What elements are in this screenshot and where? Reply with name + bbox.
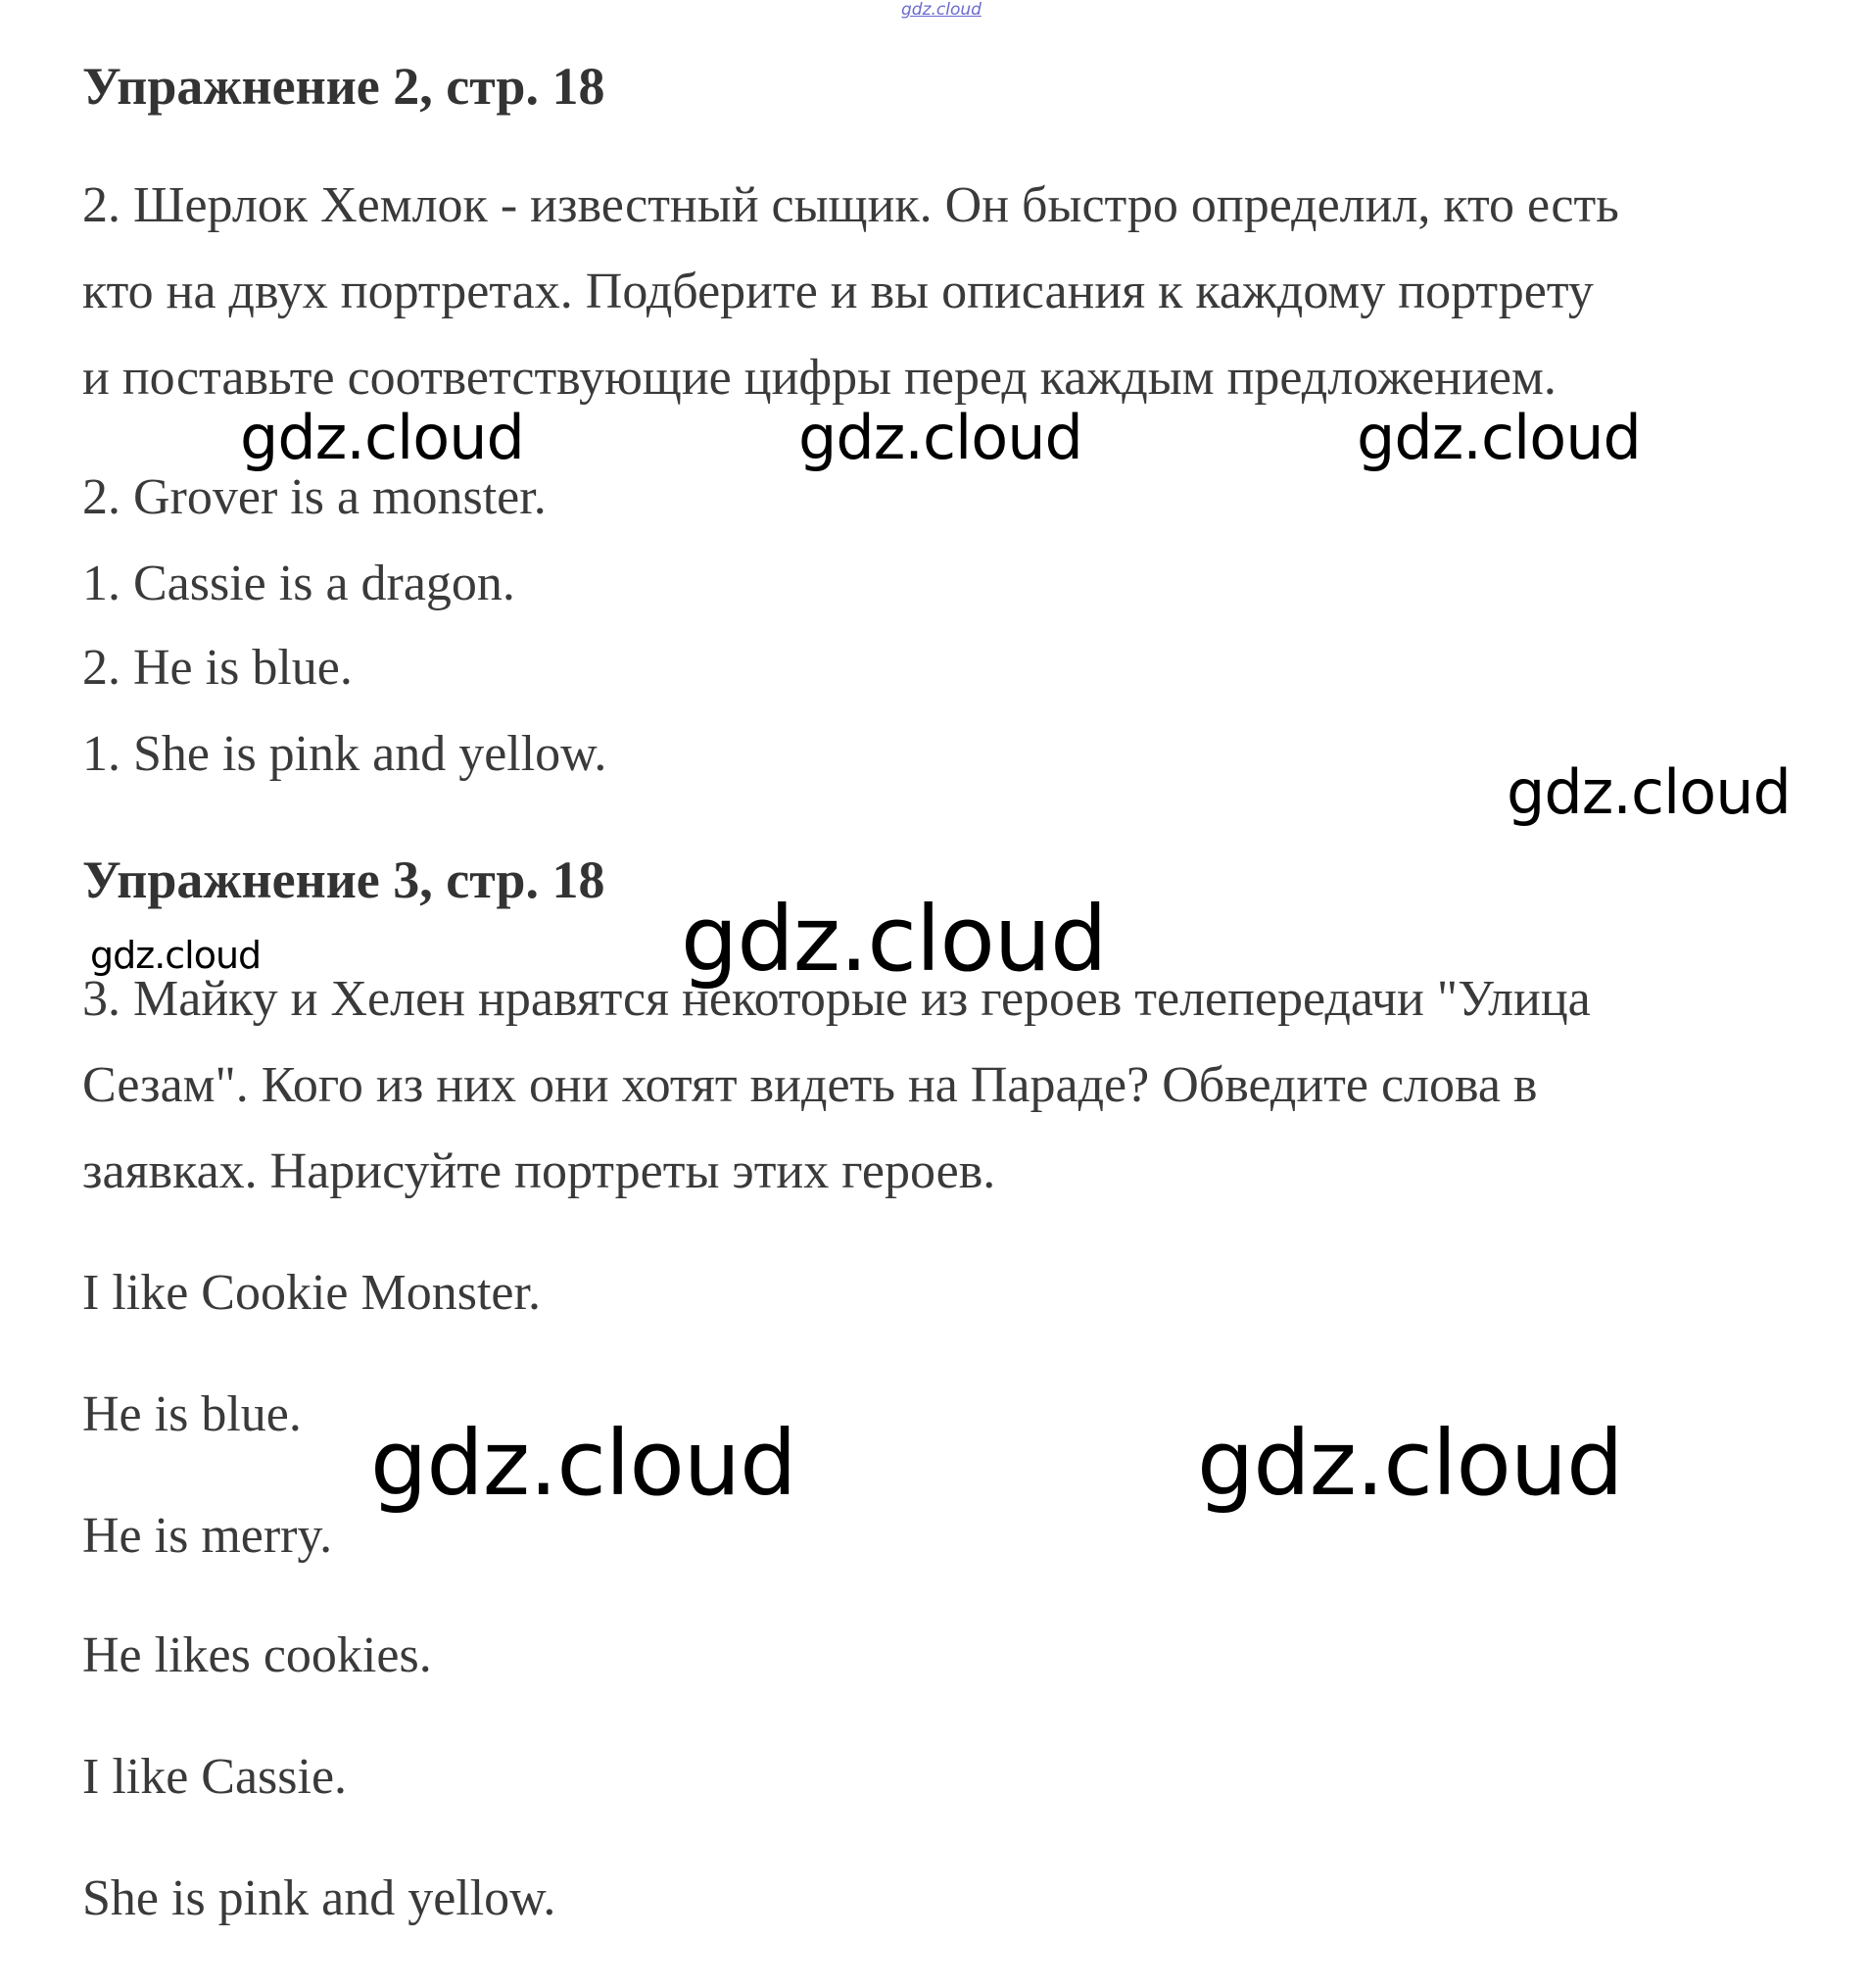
exercise-2-answer-4: 1. She is pink and yellow. <box>82 726 607 782</box>
watermark-4: gdz.cloud <box>1507 756 1791 828</box>
watermark-1: gdz.cloud <box>240 402 524 473</box>
exercise-3-answer-1: I like Cookie Monster. <box>82 1265 541 1321</box>
exercise-3-answer-5: I like Cassie. <box>82 1749 348 1805</box>
exercise-3-answer-4: He likes cookies. <box>82 1627 432 1683</box>
exercise-2-answer-2: 1. Cassie is a dragon. <box>82 556 515 611</box>
exercise-2-answer-3: 2. He is blue. <box>82 640 353 696</box>
watermark-5: gdz.cloud <box>90 934 262 977</box>
exercise-2-answer-1: 2. Grover is a monster. <box>82 469 547 525</box>
watermark-3: gdz.cloud <box>1357 402 1641 473</box>
exercise-3-answer-3: He is merry. <box>82 1508 333 1564</box>
exercise-3-instruction-line-1: 3. Майку и Хелен нравятся некоторые из героев телепередачи "Улица <box>82 971 1591 1027</box>
exercise-2-heading: Упражнение 2, стр. 18 <box>82 57 605 116</box>
exercise-2-instruction-line-3: и поставьте соответствующие цифры перед каждым предложением. <box>82 350 1557 406</box>
exercise-3-answer-6: She is pink and yellow. <box>82 1870 556 1926</box>
exercise-3-instruction-line-2: Сезам". Кого из них они хотят видеть на Параде? Обведите слова в <box>82 1057 1538 1113</box>
exercise-3-answer-2: He is blue. <box>82 1386 302 1442</box>
watermark-7: gdz.cloud <box>370 1411 796 1516</box>
watermark-2: gdz.cloud <box>798 402 1082 473</box>
watermark-6: gdz.cloud <box>681 887 1107 992</box>
exercise-2-instruction-line-1: 2. Шерлок Хемлок - известный сыщик. Он быстро определил, кто есть <box>82 177 1619 233</box>
exercise-2-instruction-line-2: кто на двух портретах. Подберите и вы описания к каждому портрету <box>82 264 1594 319</box>
exercise-3-instruction-line-3: заявках. Нарисуйте портреты этих героев. <box>82 1143 996 1199</box>
exercise-3-heading: Упражнение 3, стр. 18 <box>82 850 605 909</box>
top-watermark-link[interactable]: gdz.cloud <box>901 0 982 20</box>
watermark-8: gdz.cloud <box>1197 1411 1623 1516</box>
